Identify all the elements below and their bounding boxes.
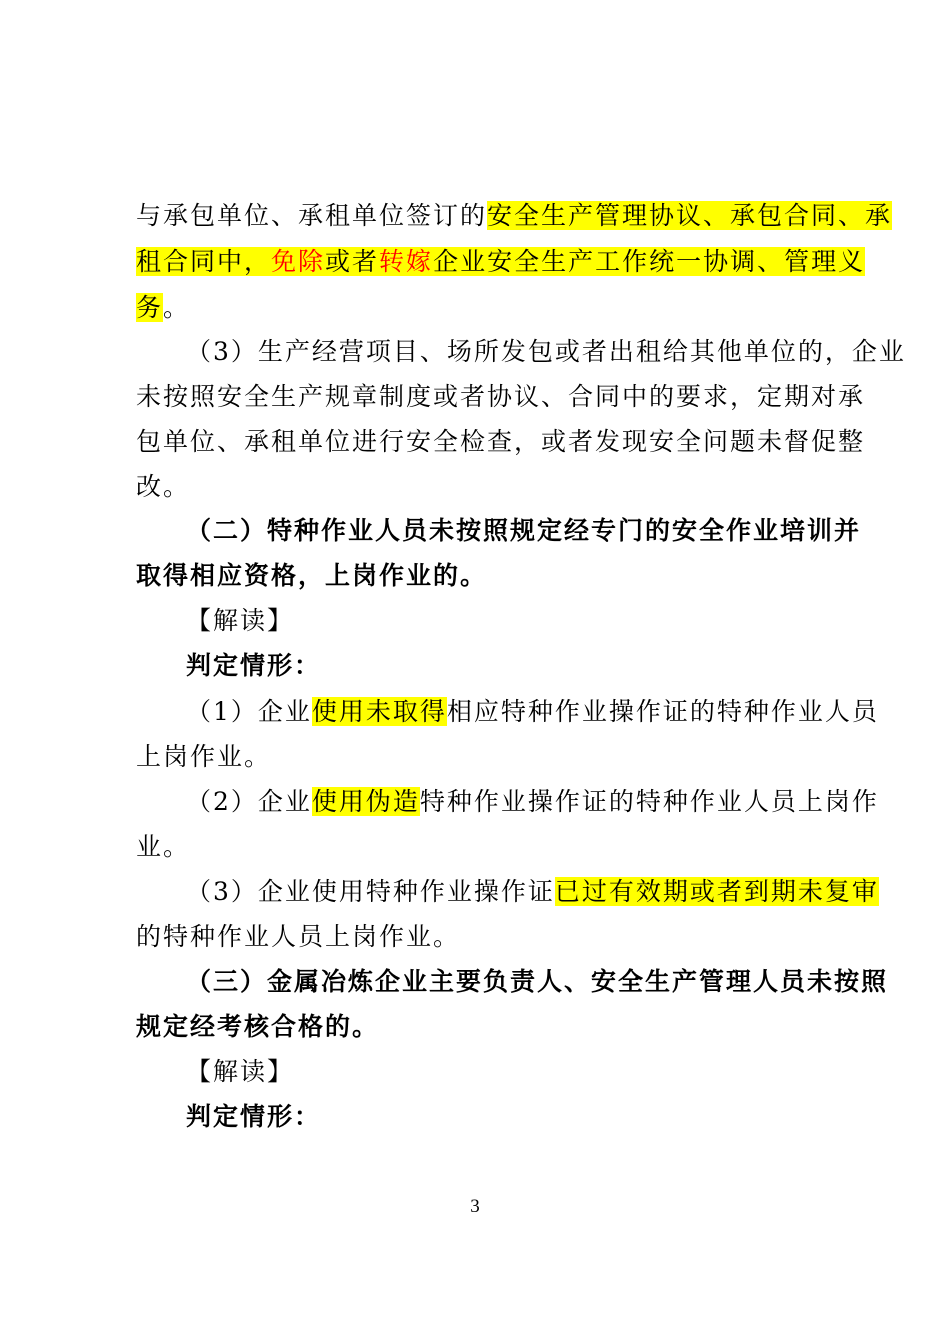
text-span: 与承包单位、承租单位签订的 <box>136 201 488 230</box>
section-heading: （三）金属冶炼企业主要负责人、安全生产管理人员未按照 <box>186 967 889 996</box>
paragraph-line: 改。 <box>136 472 191 501</box>
list-item <box>186 692 879 732</box>
paragraph-line <box>136 196 893 236</box>
paragraph-line <box>136 288 826 328</box>
highlighted-text: 安全生产管理协议、承包合同、承 <box>487 201 893 230</box>
text-span: 特种作业操作证的特种作业人员上岗作 <box>419 787 879 816</box>
section-heading: （二）特种作业人员未按照规定经专门的安全作业培训并 <box>186 516 862 545</box>
text-span: 。 <box>163 293 191 322</box>
text-span: （2）企业 <box>186 787 312 816</box>
text-span: （3）企业使用特种作业操作证 <box>186 877 555 906</box>
interpretation-label: 【解读】 <box>186 1057 295 1086</box>
judgement-label: 判定情形： <box>186 651 322 680</box>
highlighted-text: 已过有效期或者到期未复审 <box>554 877 879 906</box>
page-number: 3 <box>470 1196 480 1217</box>
highlighted-text: 企业安全生产工作统一协调、管理义 <box>433 247 866 276</box>
paragraph-line <box>136 242 866 282</box>
paragraph-line: （3）生产经营项目、场所发包或者出租给其他单位的，企业 <box>186 337 906 366</box>
judgement-label: 判定情形： <box>186 1102 322 1131</box>
highlighted-text: 租合同中， <box>136 247 272 276</box>
paragraph-line: 的特种作业人员上岗作业。 <box>136 922 461 951</box>
highlighted-red-text: 转嫁 <box>379 247 434 276</box>
highlighted-text: 或者 <box>325 247 380 276</box>
paragraph-line: 未按照安全生产规章制度或者协议、合同中的要求，定期对承 <box>136 382 866 411</box>
section-heading: 取得相应资格，上岗作业的。 <box>136 561 488 590</box>
highlighted-text: 务 <box>136 293 164 322</box>
list-item <box>186 872 879 912</box>
paragraph-line: 业。 <box>136 832 191 861</box>
paragraph-line: 上岗作业。 <box>136 742 272 771</box>
list-item <box>186 782 879 822</box>
highlighted-text: 使用伪造 <box>311 787 420 816</box>
text-span: 相应特种作业操作证的特种作业人员 <box>446 697 879 726</box>
highlighted-text: 使用未取得 <box>311 697 447 726</box>
text-span: （1）企业 <box>186 697 312 726</box>
interpretation-label: 【解读】 <box>186 606 295 635</box>
paragraph-line: 包单位、承租单位进行安全检查，或者发现安全问题未督促整 <box>136 427 866 456</box>
section-heading: 规定经考核合格的。 <box>136 1012 380 1041</box>
highlighted-red-text: 免除 <box>271 247 326 276</box>
